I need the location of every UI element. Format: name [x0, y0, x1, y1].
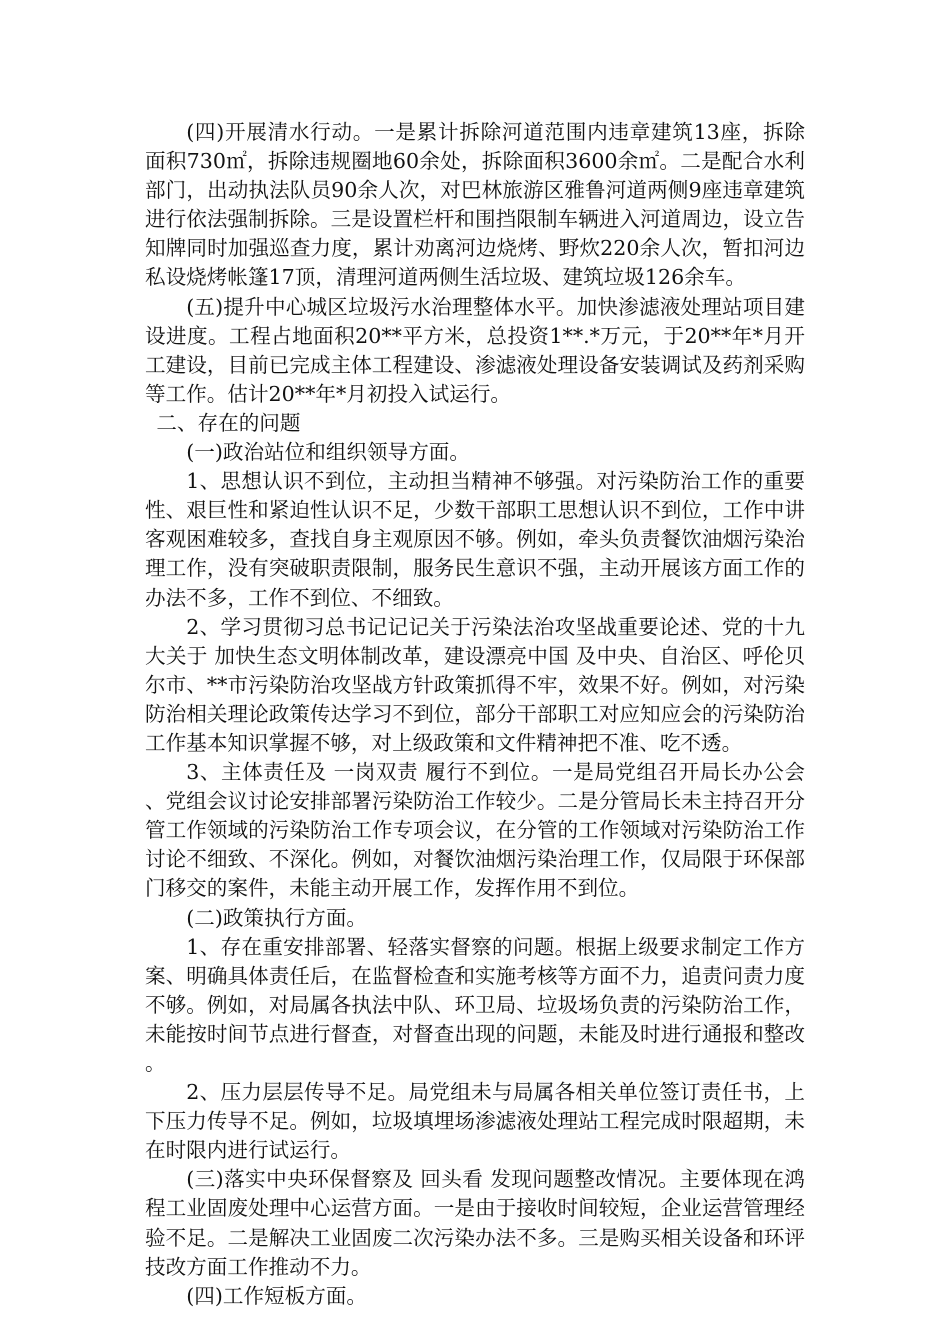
- paragraph-ideological-awareness: 1、思想认识不到位，主动担当精神不够强。对污染防治工作的重要性、艰巨性和紧迫性认识不足，少数干部职工思想认识不到位，工作中讲客观困难较多，查找自身主观原因不够。例如，牵头负责餐饮油烟污染治理工作，没有突破职责限制，服务民生意识不强，主动开展该方面工作的办法不多，工作不到位、不细致。: [145, 469, 805, 610]
- document-page: [145, 118, 805, 1311]
- section-heading-existing-problems: 二、存在的问题: [156, 410, 301, 435]
- paragraph-study-implementation: 2、学习贯彻习总书记记记关于污染法治攻坚战重要论述、党的十九大关于 加快生态文明体制改革，建设漂亮中国 及中央、自治区、呼伦贝尔市、**市污染防治攻坚战方针政策抓得不牢，效果不好。例如，对污染防治相关理论政策传达学习不到位，部分干部职工对应知应会的污染防治工作基本知识掌握不够，对上级政策和文件精神把不准、吃不透。: [145, 614, 805, 755]
- paragraph-pressure-transmission: 2、压力层层传导不足。局党组未与局属各相关单位签订责任书，上下压力传导不足。例如，垃圾填埋场渗滤液处理站工程完成时限超期，未在时限内进行试运行。: [145, 1080, 805, 1163]
- paragraph-supervision-issues: 1、存在重安排部署、轻落实督察的问题。根据上级要求制定工作方案、明确具体责任后，在监督检查和实施考核等方面不力，追责问责力度不够。例如，对局属各执法中队、环卫局、垃圾场负责的污染防治工作，未能按时间节点进行督查，对督查出现的问题，未能及时进行通报和整改。: [145, 934, 805, 1075]
- subheading-work-shortcomings: (四)工作短板方面。: [186, 1283, 368, 1308]
- paragraph-main-responsibility: 3、主体责任及 一岗双责 履行不到位。一是局党组召开局长办公会、党组会议讨论安排部署污染防治工作较少。二是分管局长未主持召开分管工作领域的污染防治工作专项会议，在分管的工作领域对污染防治工作讨论不细致、不深化。例如，对餐饮油烟污染治理工作，仅局限于环保部门移交的案件，未能主动开展工作，发挥作用不到位。: [145, 760, 805, 901]
- subheading-political-stance: (一)政治站位和组织领导方面。: [186, 440, 470, 465]
- subheading-policy-execution: (二)政策执行方面。: [186, 905, 368, 930]
- paragraph-central-inspection: (三)落实中央环保督察及 回头看 发现问题整改情况。主要体现在鸿程工业固废处理中心运营方面。一是由于接收时间较短，企业运营管理经验不足。二是解决工业固废二次污染办法不多。三是购买相关设备和环评技改方面工作推动不力。: [145, 1167, 805, 1279]
- paragraph-clean-water-action: (四)开展清水行动。一是累计拆除河道范围内违章建筑13座，拆除面积730㎡，拆除违规圈地60余处，拆除面积3600余㎡。二是配合水利部门，出动执法队员90余人次，对巴林旅游区雅鲁河道两侧9座违章建筑进行依法强制拆除。三是设置栏杆和围挡限制车辆进入河道周边，设立告知牌同时加强巡查力度，累计劝离河边烧烤、野炊220余人次，暂扣河边私设烧烤帐篷17顶，清理河道两侧生活垃圾、建筑垃圾126余车。: [145, 120, 805, 290]
- paragraph-garbage-sewage-treatment: (五)提升中心城区垃圾污水治理整体水平。加快渗滤液处理站项目建设进度。工程占地面积20**平方米，总投资1**.*万元，于20**年*月开工建设，目前已完成主体工程建设、渗滤液处理设备安装调试及药剂采购等工作。估计20**年*月初投入试运行。: [145, 294, 805, 406]
